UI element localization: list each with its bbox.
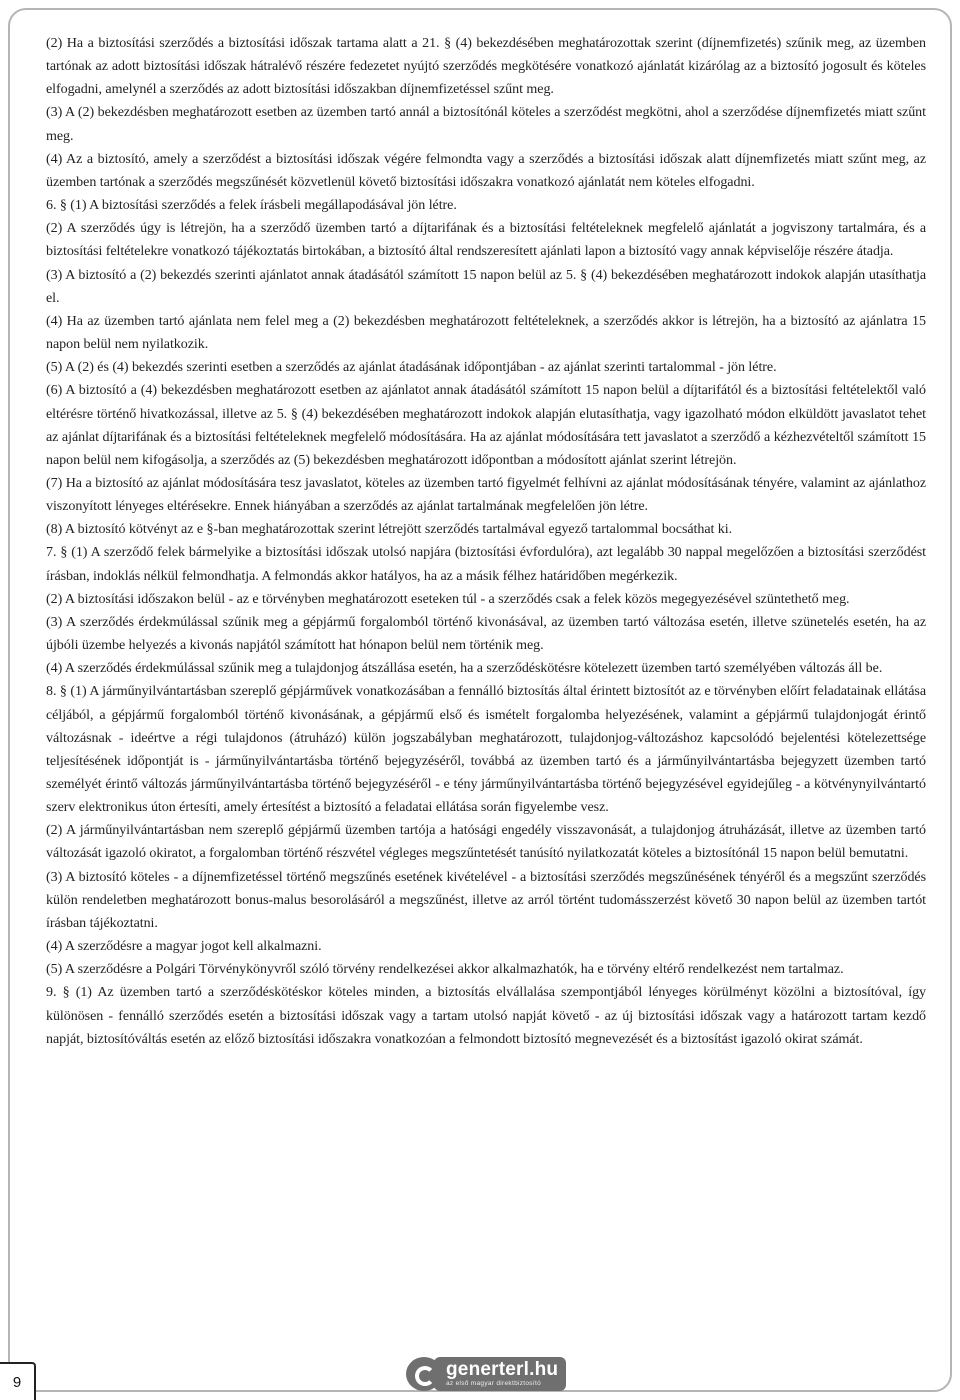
paragraph: (2) A szerződés úgy is létrejön, ha a szerződő üzemben tartó a díjtarifának és a biztosítási feltételeknek megfelelő ajánlatát a jogviszony tartalmára, és a biztosítási feltételekre vonatkozó tájékoztatás birtokában, a biztosító által rendszeresített ajánlati lapon a biztosító vagy annak képviselője részére átadja.	[46, 220, 926, 260]
brand-logo[interactable]	[406, 1357, 563, 1391]
paragraph: (4) Az a biztosító, amely a szerződést a biztosítási időszak végére felmondta vagy a szerződés a biztosítási időszak alatt díjnemfizetés miatt szűnt meg, az üzemben tartónak a szerződés megszűnését közvetlenül követő biztosítási időszakra vonatkozó ajánlatát nem köteles elfogadni.	[46, 150, 926, 190]
paragraph: 8. § (1) A járműnyilvántartásban szereplő gépjárművek vonatkozásában a fennálló biztosítás által érintett biztosítót az e törvényben előírt feladatainak ellátása céljából, a gépjármű forgalomból történő kivonásának, a gépjármű első és ismételt forgalomba helyezésének, valamint a gépjármű tulajdonjogát érintő változásnak - ideértve a régi tulajdonos (átruházó) külön jogszabályban meghatározott, tulajdonjog-változáshoz kapcsolódó bejelentési kötelezettsége teljesítésének időpontját is - járműnyilvántartásba történő bejegyzéséről, továbbá az üzemben tartó és a járműnyilvántartásba bejegyzett üzemben tartó személyét érintő változás járműnyilvántartásba történő bejegyzéséről - e tény járműnyilvántartásba történő bejegyzésével egyidejűleg - a kötvénynyilvántartó szerv elektronikus úton értesíti, amely értesítést a biztosító a feladatai ellátása során figyelembe vesz.	[46, 683, 926, 816]
paragraph: 6. § (1) A biztosítási szerződés a felek írásbeli megállapodásával jön létre.	[46, 197, 457, 214]
paragraph: (3) A szerződés érdekmúlással szűnik meg a gépjármű forgalomból történő kivonásával, az üzemben tartó változása esetén, illetve szünetelés esetén, ha az újbóli üzembe helyezés a kivonás napjától számított hat hónapon belül nem történik meg.	[46, 613, 926, 654]
document-body	[46, 32, 926, 1051]
paragraph: (4) A szerződés érdekmúlással szűnik meg a tulajdonjog átszállása esetén, ha a szerződéskötésre kötelezett üzemben tartó személyében változás áll be.	[46, 660, 883, 677]
logo-tagline: az első magyar direktbiztosító	[446, 1380, 541, 1387]
paragraph: (3) A biztosító köteles - a díjnemfizetéssel történő megszűnés esetének kivételével - a biztosítási szerződés megszűnésének tényéről és a megszűnt szerződés külön rendeletben meghatározott bonus-malus besorolásáról a megszűnést, illetve az arról történt tudomásszerzést követő 30 napon belül az üzemben tartót írásban tájékoztatni.	[46, 868, 926, 931]
paragraph: (4) Ha az üzemben tartó ajánlata nem felel meg a (2) bekezdésben meghatározott feltételeknek, a szerződés akkor is létrejön, ha a biztosító az ajánlatra 15 napon belül nem nyilatkozik.	[46, 312, 926, 353]
paragraph: (3) A (2) bekezdésben meghatározott esetben az üzemben tartó annál a biztosítónál köteles a szerződést megkötni, ahol a szerződése díjnemfizetés miatt szűnt meg.	[46, 104, 926, 144]
logo-name: generterl.hu	[446, 1359, 559, 1380]
paragraph: (4) A szerződésre a magyar jogot kell alkalmazni.	[46, 938, 322, 955]
paragraph: (7) Ha a biztosító az ajánlat módosítására tesz javaslatot, köteles az üzemben tartó figyelmét felhívni az ajánlat módosításának tényére, valamint az ajánlathoz viszonyított lényeges eltérésekre. Ennek hiányában a szerződés az ajánlat tartalmának megfelelően jön létre.	[46, 474, 926, 515]
logo-g-icon	[406, 1357, 442, 1391]
paragraph: (2) A biztosítási időszakon belül - az e törvényben meghatározott eseteken túl - a szerződés csak a felek közös megegyezésével szüntethető meg.	[46, 590, 850, 607]
paragraph: (5) A szerződésre a Polgári Törvénykönyvről szóló törvény rendelkezései akkor alkalmazhatók, ha e törvény eltérő rendelkezést nem tartalmaz.	[46, 961, 844, 978]
paragraph: (2) Ha a biztosítási szerződés a biztosítási időszak tartama alatt a 21. § (4) bekezdésében meghatározottak szerint (díjnemfizetés) szűnik meg, az üzemben tartónak az adott biztosítási időszak hátralévő részére fedezetet nyújtó szerződés megkötésére vonatkozó ajánlatát kizárólag az a biztosító jogosult és köteles elfogadni, amelynél a szerződés az adott biztosítási időszakban díjnemfizetéssel szűnt meg.	[46, 35, 926, 98]
paragraph: (3) A biztosító a (2) bekezdés szerinti ajánlatot annak átadásától számított 15 napon belül az 5. § (4) bekezdésében meghatározott indokok alapján utasíthatja el.	[46, 266, 926, 306]
paragraph: (6) A biztosító a (4) bekezdésben meghatározott esetben az ajánlatot annak átadásától számított 15 napon belül a díjtarifától és a biztosítási feltételektől való eltérésre történő hivatkozással, illetve az 5. § (4) bekezdésében meghatározott indokok alapján elutasíthatja, vagy igazolható módon elküldött javaslatot tehet az ajánlat díjtarifának és a biztosítási feltételeknek megfelelő módosítására. Ha az ajánlat módosítására tett javaslatot a szerződő a kézhezvételtől számított 15 napon belül nem kifogásolja, a szerződés az (5) bekezdésben meghatározott időpontban a módosított ajánlat szerint létrejön.	[46, 382, 926, 468]
paragraph: 9. § (1) Az üzemben tartó a szerződéskötéskor köteles minden, a biztosítás elvállalása szempontjából lényeges körülményt közölni a biztosítóval, így különösen - fennálló szerződés esetén a biztosítási időszak vagy a tartam utolsó napját követő - az új biztosítási időszak vagy a határozott tartam kezdő napját, biztosítóváltás esetén az előző biztosítási időszakra vonatkozóan a felmondott biztosító megnevezését és a biztosítást igazoló okirat számát.	[46, 984, 926, 1047]
paragraph: 7. § (1) A szerződő felek bármelyike a biztosítási időszak utolsó napjára (biztosítási évfordulóra), azt legalább 30 nappal megelőzően a biztosítási szerződést írásban, indoklás nélkül felmondhatja. A felmondás akkor hatályos, ha az a másik félhez határidőben megérkezik.	[46, 544, 926, 584]
logo-wordmark	[434, 1357, 566, 1391]
paragraph: (2) A járműnyilvántartásban nem szereplő gépjármű üzemben tartója a hatósági engedély visszavonását, a tulajdonjog átruházását, illetve az üzemben tartó változását igazoló okiratot, a forgalomban történő részvétel végleges megszűntetését tanúsító nyilatkozatát köteles a biztosítónál 15 napon belül bemutatni.	[46, 822, 926, 862]
paragraph: (8) A biztosító kötvényt az e §-ban meghatározottak szerint létrejött szerződés tartalmával egyező tartalommal bocsáthat ki.	[46, 521, 733, 538]
page-number: 9	[0, 1362, 36, 1400]
paragraph: (5) A (2) és (4) bekezdés szerinti esetben a szerződés az ajánlat átadásának időpontjában - az ajánlat szerinti tartalommal - jön létre.	[46, 359, 777, 376]
